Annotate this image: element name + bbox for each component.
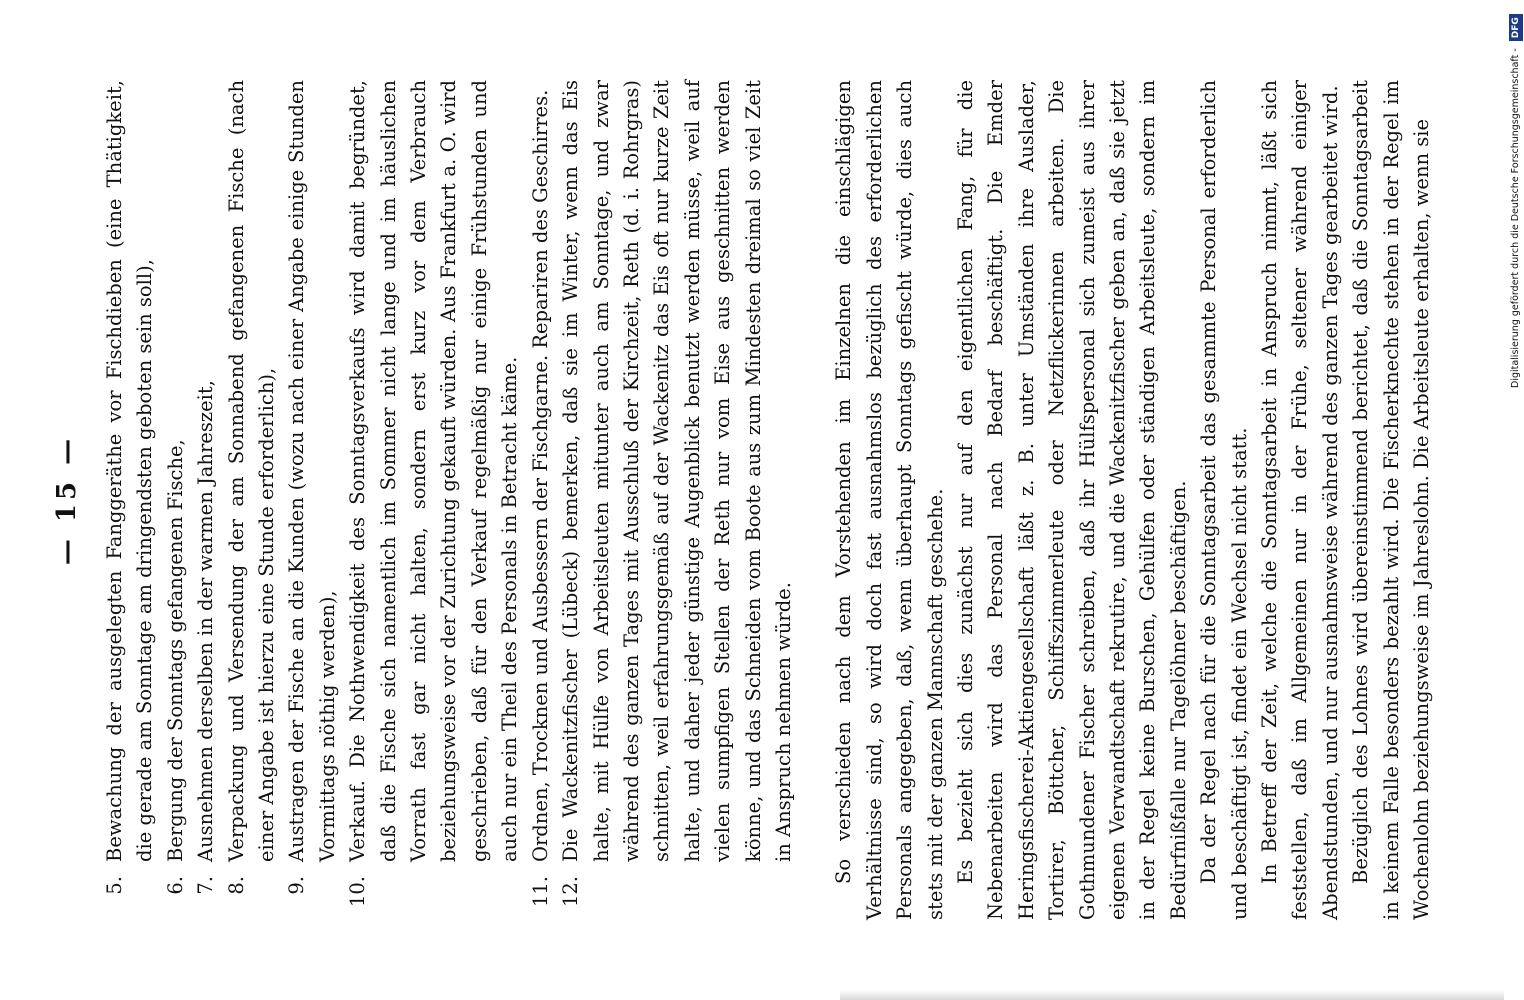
item-number: 5. <box>103 876 126 895</box>
page-number: — 15 — <box>52 434 82 566</box>
paragraph: So verschieden nach dem Vorstehenden im Einzelnen die einschlägigen Verhältnisse sind, so wird doch fast ausnahmslos bezüglich des erforderlichen Personals angegeben, daß, wenn überhaupt Sonntags gefischt würde, dies auch stets mit der ganzen Mannschaft geschehe. <box>832 80 947 920</box>
item-text: Bergung der Sonntags gefangenen Fische, <box>163 439 187 862</box>
dfg-logo: DFG <box>1509 14 1523 41</box>
item-number: 6. <box>163 876 187 895</box>
item-text: Verpackung und Versendung der am Sonnabend gefangenen Fische (nach einer Angabe ist hierzu eine Stunde erforderlich), <box>224 80 279 862</box>
item-number: 7. <box>194 876 218 895</box>
item-text: Die Wackenitzfischer (Lübeck) bemerken, daß sie im Winter, wenn das Eis halte, mit Hülfe von Arbeitsleuten mitunter auch am Sonntage, und zwar während des ganzen Tages mit Ausschluß der Kirchzeit, Reth (d. i. Rohrgras) schnitten, weil erfahrungsgemäß auf der Wackenitz das Eis oft nur kurze Zeit halte, und daher jeder günstige Augenblick benutzt werden müsse, weil auf vielen sumpfigen Stellen der Reth nur vom Eise aus geschnitten werden könne, und das Schneiden vom Boote aus zum Mindesten dreimal so viel Zeit in Anspruch nehmen würde. <box>559 80 795 862</box>
item-text: Bewachung der ausgelegten Fanggeräthe vor Fischdieben (eine Thätigkeit, die gerade am Sonntage am dringendsten geboten sein soll), <box>103 80 157 862</box>
scan-edge-shadow <box>840 990 1504 1000</box>
item-text: Ordnen, Trocknen und Ausbessern der Fischgarne. Repariren des Geschirres. <box>528 89 552 862</box>
item-text: Ausnehmen derselben in der warmen Jahreszeit, <box>194 380 218 862</box>
list-item <box>282 80 343 920</box>
list-item <box>556 80 799 920</box>
list-item <box>191 80 221 920</box>
item-number: 11. <box>528 876 552 908</box>
paragraph: Da der Regel nach für die Sonntagsarbeit das gesammte Personal erforderlich und beschäftigt ist, findet ein Wechsel nicht statt. <box>1197 80 1251 920</box>
paragraph: Bezüglich des Lohnes wird übereinstimmend berichtet, daß die Sonntagsarbeit in keinem Falle besonders bezahlt wird. Die Fischerknechte stehen in der Regel im Wochenlohn beziehungsweise im Jahreslohn. Die Arbeitsleute erhalten, wenn sie <box>1349 80 1434 920</box>
funding-notice: Digitalisierung gefördert durch die Deutsche Forschungsgemeinschaft - <box>1510 48 1521 388</box>
item-number: 10. <box>346 876 370 908</box>
dfg-notice-text <box>1505 8 1524 388</box>
list-item <box>100 80 161 920</box>
item-text: Verkauf. Die Nothwendigkeit des Sonntagsverkaufs wird damit begründet, daß die Fische sich namentlich im Sommer nicht lange und im häuslichen Vorrath fast gar nicht halten, sondern erst kurz vor dem Verbrauch beziehungsweise vor der Zurichtung gekauft würden. Aus Frankfurt a. O. wird geschrieben, daß für den Verkauf regelmäßig nur einige Frühstunden und auch nur ein Theil des Personals in Betracht käme. <box>346 80 522 862</box>
item-number: 8. <box>224 876 248 895</box>
list-item <box>222 80 283 920</box>
list-item <box>526 80 556 920</box>
item-number: 12. <box>559 876 583 908</box>
list-item <box>343 80 525 920</box>
paragraph: In Betreff der Zeit, welche die Sonntagsarbeit in Anspruch nimmt, läßt sich feststellen, daß im Allgemeinen nur in der Frühe, seltener während einiger Abendstunden, und nur ausnahmsweise während des ganzen Tages gearbeitet wird. <box>1258 80 1342 920</box>
list-item <box>161 80 191 920</box>
document-body <box>100 80 1437 920</box>
dfg-notice <box>1505 8 1524 388</box>
item-text: Austragen der Fische an die Kunden (wozu nach einer Angabe einige Stunden Vormittags nöthig werden), <box>285 80 339 862</box>
paragraph: Es bezieht sich dies zunächst nur auf den eigentlichen Fang, für die Nebenarbeiten wird das Personal nach Bedarf beschäftigt. Die Emder Heringsfischerei-Aktiengesellschaft läßt z. B. unter Umständen ihre Auslader, Tortirer, Böttcher, Schiffszimmerleute oder Netzflickerinnen arbeiten. Die Gothmundener Fischer schreiben, daß ihr Hülfspersonal sich zumeist aus ihrer eigenen Verwandtschaft rekrutire, und die Wackenitzfischer geben an, daß sie jetzt in der Regel keine Burschen, Gehülfen oder ständigen Arbeitsleute, sondern im Bedürfnißfalle nur Tagelöhner beschäftigen. <box>953 80 1190 920</box>
item-number: 9. <box>285 876 309 895</box>
